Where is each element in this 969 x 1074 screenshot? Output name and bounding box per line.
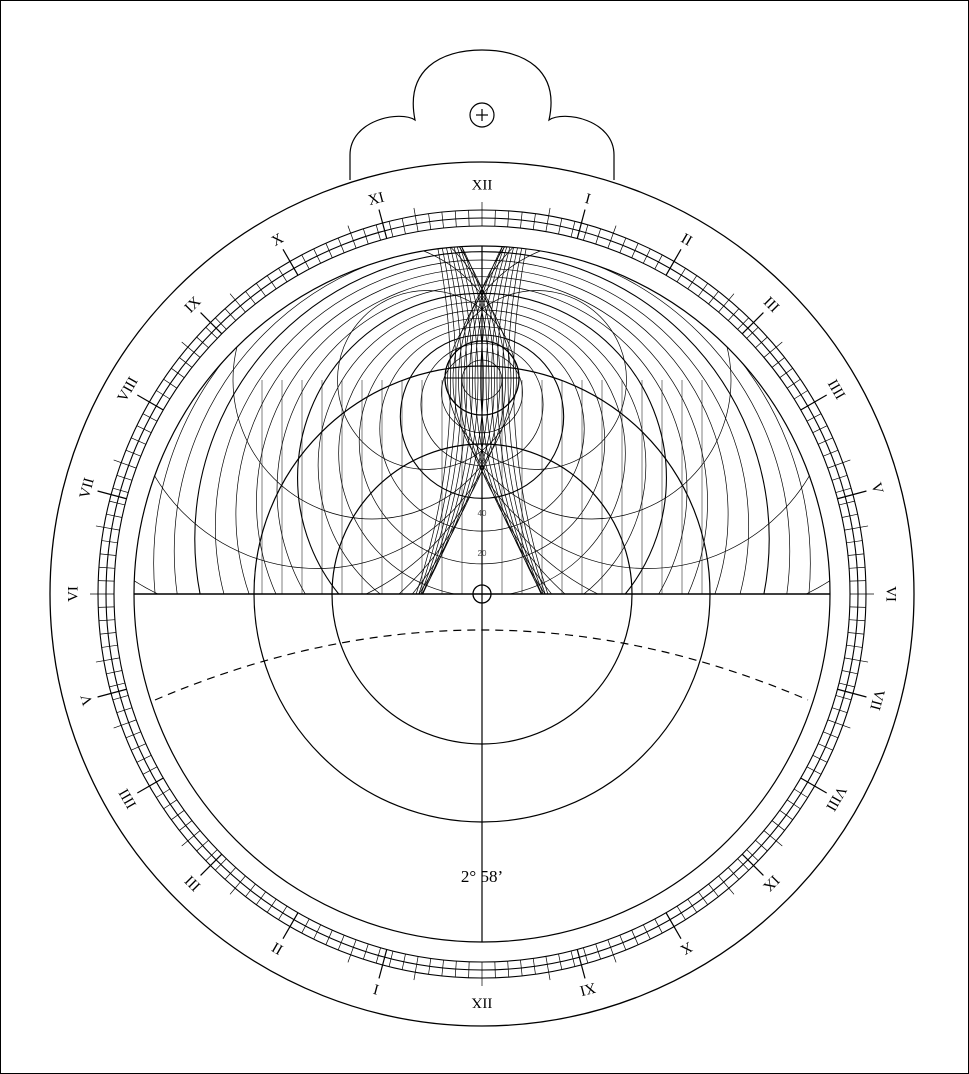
degree-tick [813, 426, 827, 433]
hour-label: I [371, 980, 381, 998]
degree-tick [131, 744, 146, 751]
degree-tick [677, 906, 685, 920]
degree-tick [828, 460, 851, 468]
hour-label: II [677, 230, 695, 250]
degree-tick [620, 935, 626, 950]
degree-tick [495, 210, 496, 226]
degree-tick [787, 800, 800, 809]
hour-tick [283, 249, 298, 275]
degree-tick [171, 368, 184, 377]
degree-tick [823, 450, 838, 456]
degree-tick [256, 283, 265, 296]
azimuth-arc [486, 0, 969, 816]
hour-label: VIII [114, 374, 142, 405]
degree-tick [164, 800, 177, 809]
degree-tick [807, 414, 821, 422]
hour-tick [801, 778, 827, 793]
degree-tick [850, 607, 866, 608]
degree-tick [131, 438, 146, 445]
hour-tick [201, 313, 222, 334]
degree-tick [326, 243, 333, 258]
degree-tick [823, 732, 838, 738]
hour-label: V [78, 692, 97, 708]
hour-tick [137, 395, 163, 410]
degree-tick [98, 581, 114, 582]
hour-tick [742, 313, 763, 334]
degree-tick [495, 962, 496, 978]
azimuth-arc [448, 291, 627, 470]
hour-label: III [182, 871, 205, 894]
degree-tick [348, 940, 356, 963]
degree-tick [348, 226, 356, 249]
hour-tick [137, 778, 163, 793]
degree-tick [794, 789, 808, 797]
degree-tick [698, 892, 707, 905]
azimuth-arc [0, 0, 462, 965]
latitude-caption: 2° 58’ [460, 867, 504, 886]
altitude-label: 40 [477, 509, 487, 518]
degree-tick [246, 884, 256, 897]
hour-label: IIII [116, 785, 141, 811]
azimuth-arc [475, 43, 969, 717]
degree-tick [813, 755, 827, 762]
hour-label: IIX [471, 994, 493, 1011]
degree-tick [302, 919, 310, 933]
hour-label: IX [759, 871, 783, 895]
degree-tick [96, 526, 120, 530]
hour-tick [666, 249, 681, 275]
degree-tick [469, 962, 470, 978]
hour-label: VI [882, 586, 899, 602]
degree-tick [698, 283, 707, 296]
degree-tick [546, 956, 550, 980]
hour-tick [742, 854, 763, 875]
astrolabe-throne [350, 50, 614, 180]
degree-tick [469, 210, 470, 226]
hour-label: X [677, 938, 695, 958]
degree-tick [844, 658, 868, 662]
hour-label: V [867, 480, 886, 496]
degree-tick [338, 935, 344, 950]
hour-label: VII [76, 476, 98, 501]
azimuth-arc [0, 0, 484, 767]
altitude-label: 60 [477, 459, 487, 468]
hour-label: IIII [823, 377, 848, 403]
degree-tick [807, 767, 821, 775]
degree-tick [844, 526, 868, 530]
hour-label: II [269, 938, 287, 958]
degree-tick [655, 919, 663, 933]
degree-tick [179, 358, 192, 368]
degree-tick [632, 243, 639, 258]
azimuth-arc [492, 0, 969, 866]
degree-tick [114, 460, 137, 468]
degree-tick [655, 255, 663, 269]
degree-tick [677, 268, 685, 282]
degree-tick [608, 940, 616, 963]
degree-tick [279, 268, 287, 282]
azimuth-arc [497, 0, 969, 915]
hour-label: VIII [822, 783, 850, 814]
degree-tick [632, 930, 639, 945]
hour-label: XI [578, 978, 598, 999]
degree-tick [98, 607, 114, 608]
hour-label: X [269, 230, 287, 250]
degree-tick [267, 899, 276, 912]
degree-tick [267, 276, 276, 289]
degree-tick [302, 255, 310, 269]
degree-tick [608, 226, 616, 249]
degree-tick [338, 238, 344, 253]
degree-tick [137, 426, 151, 433]
degree-tick [643, 249, 650, 263]
azimuth-arc [0, 0, 478, 816]
degree-tick [314, 925, 321, 939]
hour-label: III [759, 294, 782, 317]
degree-tick [156, 789, 170, 797]
azimuth-arc [470, 93, 969, 668]
degree-tick [772, 821, 785, 831]
degree-tick [772, 358, 785, 368]
hour-tick [801, 395, 827, 410]
degree-tick [620, 238, 626, 253]
degree-tick [787, 379, 800, 388]
hour-label: I [583, 190, 593, 208]
hour-tick [283, 913, 298, 939]
degree-tick [164, 379, 177, 388]
degree-tick [818, 438, 833, 445]
degree-tick [126, 450, 141, 456]
degree-tick [780, 810, 793, 819]
degree-tick [794, 391, 808, 399]
degree-tick [179, 821, 192, 831]
azimuth-arc [0, 43, 489, 717]
degree-tick [546, 208, 550, 232]
degree-tick [818, 744, 833, 751]
degree-tick [96, 658, 120, 662]
degree-tick [126, 732, 141, 738]
degree-tick [780, 368, 793, 377]
degree-tick [414, 208, 418, 232]
degree-tick [643, 925, 650, 939]
hour-label: IX [181, 293, 205, 317]
degree-tick [326, 930, 333, 945]
degree-tick [688, 276, 697, 289]
degree-tick [279, 906, 287, 920]
degree-tick [709, 291, 719, 304]
azimuth-arc [0, 0, 456, 1014]
degree-tick [156, 391, 170, 399]
hour-tick [666, 913, 681, 939]
hour-tick [201, 854, 222, 875]
degree-tick [171, 810, 184, 819]
degree-tick [137, 755, 151, 762]
azimuth-arc [338, 291, 517, 470]
degree-tick [143, 767, 157, 775]
degree-tick [256, 892, 265, 905]
degree-tick [828, 720, 851, 728]
hour-label: VII [866, 687, 888, 712]
azimuth-arc [481, 0, 969, 767]
hour-label: VI [65, 586, 82, 602]
hour-label: XI [366, 189, 386, 210]
degree-tick [246, 291, 256, 304]
azimuth-arc [0, 0, 467, 915]
degree-tick [688, 899, 697, 912]
azimuth-arc [508, 0, 969, 1014]
degree-tick [114, 720, 137, 728]
azimuth-arc [0, 0, 451, 1064]
hour-label: XII [471, 177, 493, 194]
degree-tick [143, 414, 157, 422]
degree-tick [850, 581, 866, 582]
degree-tick [314, 249, 321, 263]
degree-tick [414, 956, 418, 980]
altitude-label: 20 [477, 549, 487, 558]
degree-tick [709, 884, 719, 897]
